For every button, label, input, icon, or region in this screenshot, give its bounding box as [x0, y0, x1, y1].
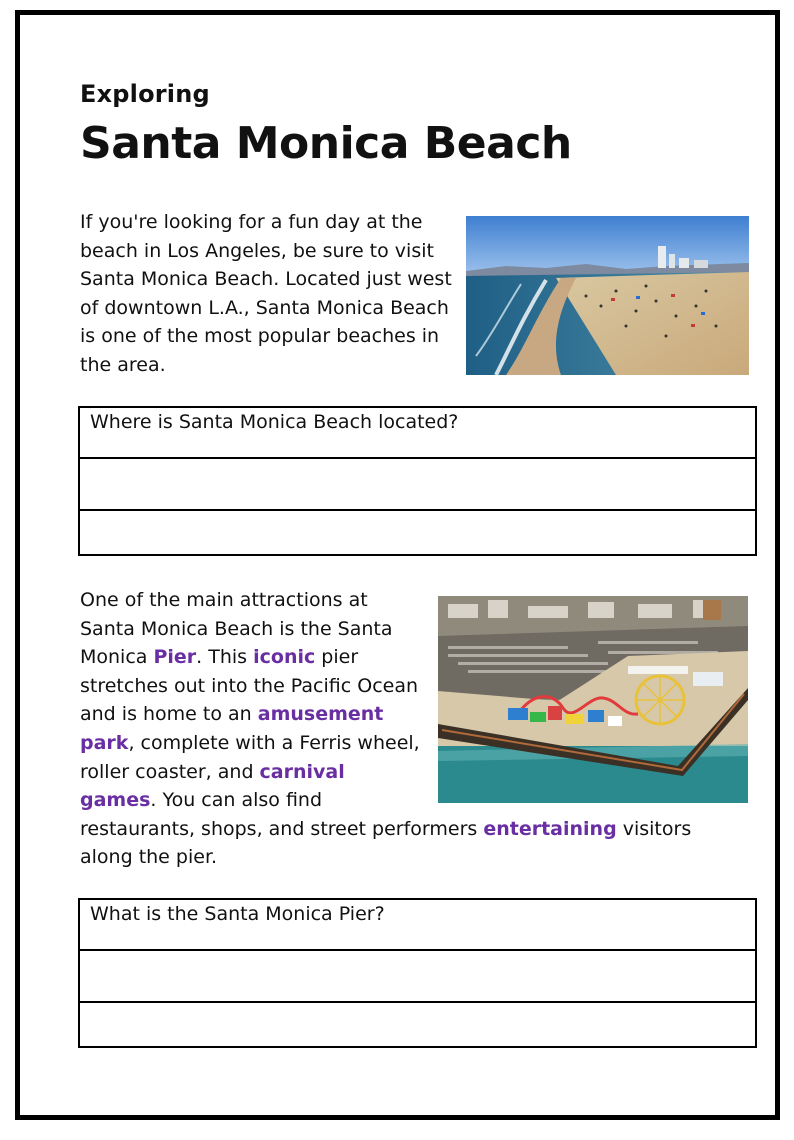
answer-line-2a[interactable] — [80, 951, 755, 1003]
beach-photo — [466, 216, 749, 375]
pier-text-4: , complete with a Ferris wheel, roller coaster, and — [80, 731, 420, 783]
pier-text-1: One of the main attractions at Santa Monica Beach is the Santa Monica — [80, 589, 393, 669]
answer-line-2b[interactable] — [80, 1003, 755, 1047]
vocab-iconic: iconic — [253, 646, 316, 669]
pier-text-6: visitors along the pier. — [80, 817, 692, 869]
pier-text-2: . This — [196, 646, 254, 669]
vocab-carnival-games: carnival games — [80, 760, 345, 812]
pier-text-3: pier stretches out into the Pacific Ocean and is home to an — [80, 646, 419, 726]
intro-paragraph: If you're looking for a fun day at the beach in Los Angeles, be sure to visit Santa Monica Beach. Located just west of downtown L.A., Santa Monica Beach is one of the most popular beaches in the area. — [80, 211, 452, 376]
pier-photo-space — [439, 586, 749, 794]
answer-line-1a[interactable] — [80, 459, 755, 511]
question-1-prompt: Where is Santa Monica Beach located? — [80, 408, 755, 459]
page-kicker: Exploring — [80, 80, 210, 108]
pier-paragraph — [80, 586, 720, 872]
vocab-pier: Pier — [153, 646, 197, 669]
vocab-entertaining: entertaining — [483, 817, 617, 840]
vocab-amusement-park: amusement park — [80, 703, 384, 754]
pier-text-5: . You can also find restaurants, shops, and street performers — [80, 789, 484, 840]
question-box-2 — [78, 898, 757, 1048]
page-title: Santa Monica Beach — [80, 118, 572, 169]
answer-line-1b[interactable] — [80, 511, 755, 555]
question-box-1 — [78, 406, 757, 556]
question-2-prompt: What is the Santa Monica Pier? — [80, 900, 755, 951]
